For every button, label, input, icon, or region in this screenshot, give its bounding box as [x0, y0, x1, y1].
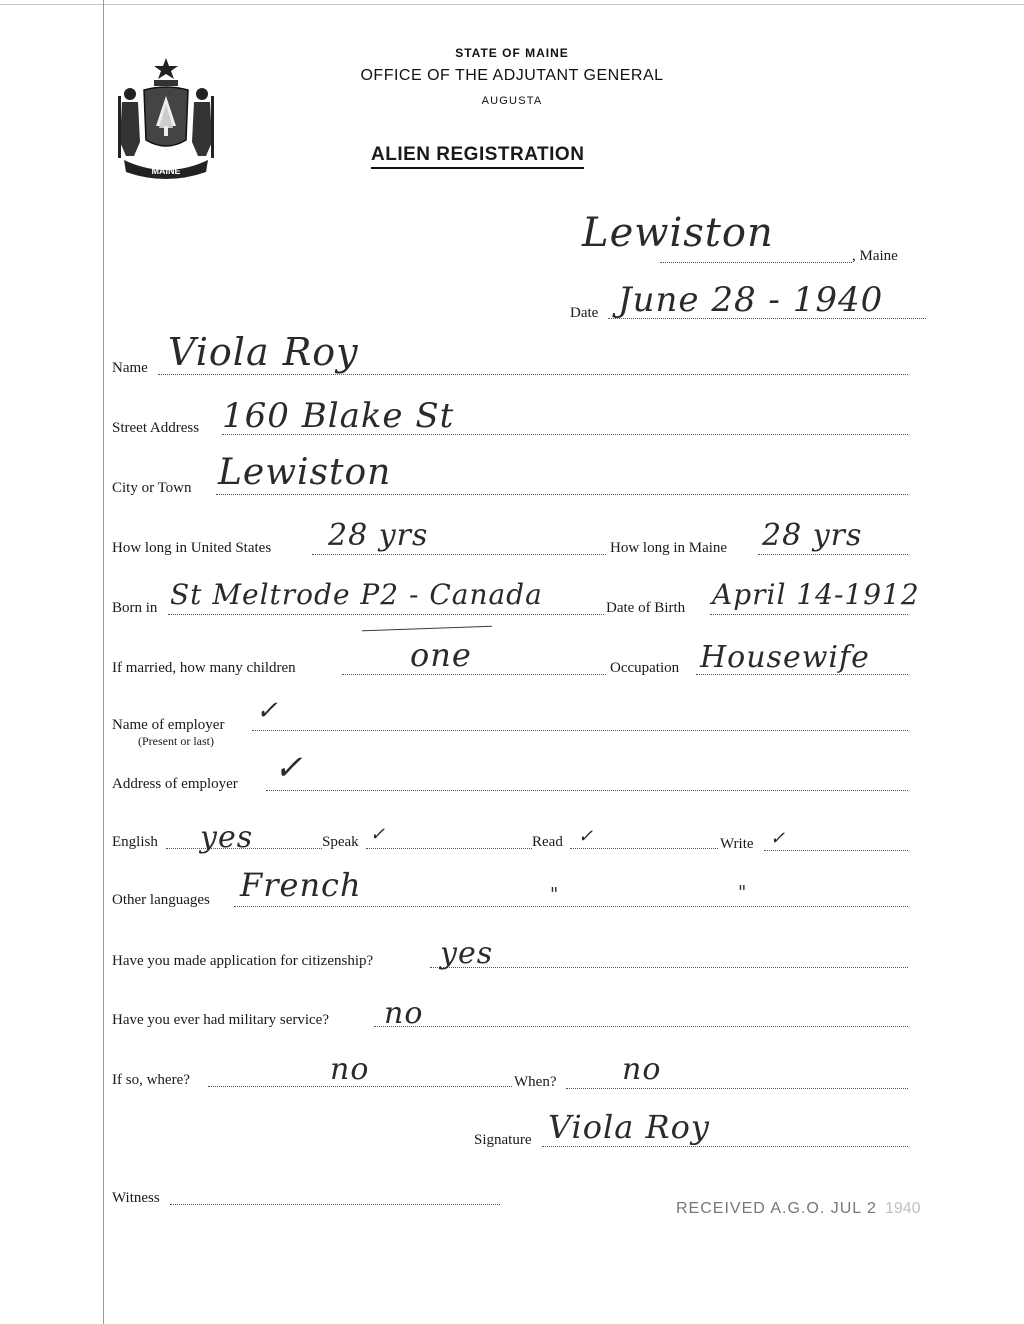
seal-banner-text: MAINE: [151, 166, 181, 176]
write-label: Write: [720, 836, 754, 852]
date-label: Date: [570, 305, 599, 321]
header-office: OFFICE OF THE ADJUTANT GENERAL: [360, 67, 664, 84]
city-label: City or Town: [112, 480, 192, 496]
signature-label: Signature: [474, 1132, 532, 1148]
left-margin-rule: [103, 0, 104, 1324]
military-line: [374, 1026, 908, 1027]
other-languages-ditto-1: ": [550, 884, 560, 905]
read-label: Read: [532, 834, 563, 850]
when-line: [566, 1088, 908, 1089]
top-edge-rule: [0, 4, 1024, 5]
where-label: If so, where?: [112, 1072, 190, 1088]
occupation-label: Occupation: [610, 660, 680, 676]
citizenship-value: yes: [440, 936, 494, 971]
received-stamp-year: 1940: [885, 1200, 921, 1217]
street-label: Street Address: [112, 420, 200, 436]
other-languages-line: [234, 906, 908, 907]
how-long-maine-label: How long in Maine: [610, 540, 728, 556]
speak-label: Speak: [322, 834, 359, 850]
employer-address-value: ✓: [274, 748, 304, 788]
name-value: Viola Roy: [168, 330, 359, 374]
signature-value: Viola Roy: [548, 1108, 710, 1146]
speak-line: [366, 848, 532, 849]
how-long-us-label: How long in United States: [112, 540, 272, 556]
how-long-us-value: 28 yrs: [328, 518, 429, 553]
date-value: June 28 - 1940: [618, 280, 884, 320]
english-value: yes: [200, 820, 254, 855]
occupation-value: Housewife: [700, 640, 870, 675]
underline-stroke: [362, 626, 492, 632]
employer-name-value: ✓: [256, 696, 279, 726]
speak-value: ✓: [370, 824, 387, 845]
name-line: [158, 374, 908, 375]
citizenship-line: [430, 967, 908, 968]
date-of-birth-label: Date of Birth: [606, 600, 686, 616]
witness-label: Witness: [112, 1190, 160, 1206]
street-value: 160 Blake St: [222, 396, 455, 436]
signature-line: [542, 1146, 908, 1147]
city-line: [216, 494, 908, 495]
town-line: [660, 262, 852, 263]
name-label: Name: [112, 360, 148, 376]
when-value: no: [622, 1052, 662, 1087]
when-label: When?: [514, 1074, 557, 1090]
employer-name-sublabel: (Present or last): [138, 734, 214, 748]
military-label: Have you ever had military service?: [112, 1012, 329, 1028]
read-value: ✓: [578, 826, 595, 847]
witness-line: [170, 1204, 500, 1205]
children-line: [342, 674, 606, 675]
how-long-maine-value: 28 yrs: [762, 518, 863, 553]
received-stamp: RECEIVED A.G.O. JUL 2: [676, 1200, 877, 1217]
employer-name-label: Name of employer: [112, 717, 225, 733]
children-label: If married, how many children: [112, 660, 296, 676]
where-value: no: [330, 1052, 370, 1087]
city-value: Lewiston: [218, 452, 392, 493]
write-line: [764, 850, 908, 851]
maine-label: , Maine: [852, 248, 898, 264]
date-of-birth-value: April 14-1912: [712, 578, 920, 611]
english-label: English: [112, 834, 158, 850]
employer-address-line: [266, 790, 908, 791]
header-city: AUGUSTA: [481, 95, 543, 107]
write-value: ✓: [770, 828, 787, 849]
other-languages-label: Other languages: [112, 892, 210, 908]
how-long-us-line: [312, 554, 606, 555]
employer-name-line: [252, 730, 908, 731]
header-state: STATE OF MAINE: [455, 46, 569, 60]
read-line: [570, 848, 718, 849]
how-long-maine-line: [758, 554, 908, 555]
form-title: ALIEN REGISTRATION: [371, 144, 584, 169]
town-value: Lewiston: [582, 210, 774, 256]
citizenship-label: Have you made application for citizenship?: [112, 953, 374, 969]
born-in-value: St Meltrode P2 - Canada: [170, 578, 543, 611]
born-in-label: Born in: [112, 600, 158, 616]
other-languages-ditto-2: ": [738, 882, 748, 903]
military-value: no: [384, 996, 424, 1031]
employer-address-label: Address of employer: [112, 776, 238, 792]
date-of-birth-line: [710, 614, 908, 615]
children-value: one: [410, 636, 472, 674]
born-in-line: [168, 614, 604, 615]
other-languages-value: French: [240, 866, 362, 904]
